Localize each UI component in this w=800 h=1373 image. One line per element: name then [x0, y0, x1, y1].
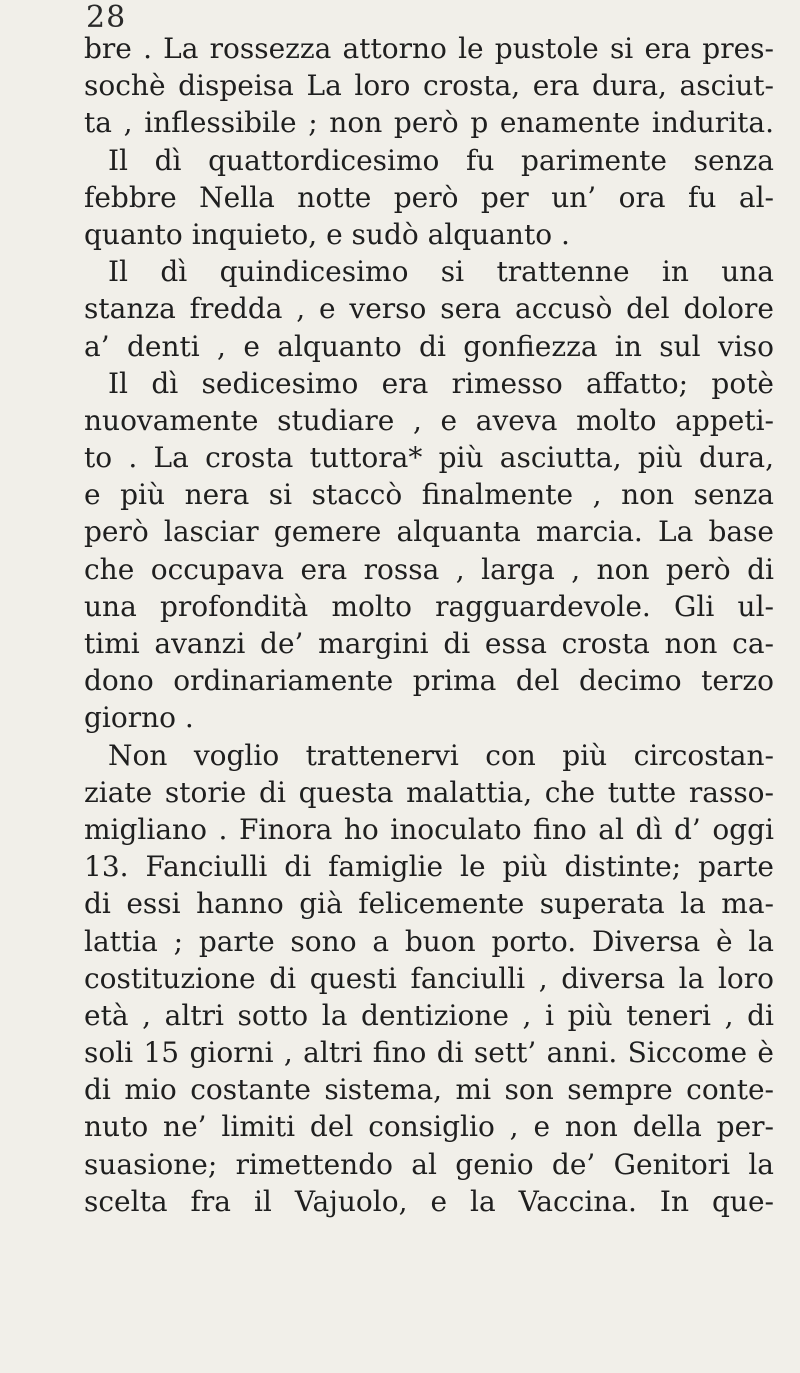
text-line: sochè dispeisa La loro crosta, era dura, asciut-	[84, 69, 774, 103]
text-line: quanto inquieto, e sudò alquanto .	[84, 217, 570, 251]
text-line: a’ denti , e alquanto di gonfiezza in sul viso	[84, 329, 774, 363]
page-number: 28	[86, 0, 127, 35]
text-line: che occupava era rossa , larga , non però di	[84, 552, 774, 586]
text-line: bre . La rossezza attorno le pustole si era pres-	[84, 32, 774, 65]
text-line: giorno .	[84, 701, 194, 735]
text-line: migliano . Finora ho inoculato fino al dì d’ oggi	[84, 812, 774, 846]
text-line: Il dì quattordicesimo fu parimente senza	[108, 143, 774, 177]
text-line: lattia ; parte sono a buon porto. Diversa è la	[84, 924, 774, 958]
text-line: però lasciar gemere alquanta marcia. La base	[84, 515, 774, 549]
text-line: suasione; rimettendo al genio de’ Genitori la	[84, 1147, 774, 1181]
text-line: nuovamente studiare , e aveva molto appeti-	[84, 403, 774, 437]
text-line: ziate storie di questa malattia, che tutte rasso-	[84, 775, 774, 809]
text-line: soli 15 giorni , altri fino di sett’ anni. Siccome è	[84, 1036, 774, 1070]
text-line: Il dì quindicesimo si trattenne in una	[108, 255, 774, 289]
text-line: dono ordinariamente prima del decimo terzo	[84, 664, 774, 698]
text-line: nuto ne’ limiti del consiglio , e non della per-	[84, 1110, 774, 1144]
text-line: febbre Nella notte però per un’ ora fu al-	[84, 180, 774, 214]
text-line: ta , inflessibile ; non però p enamente indurita.	[84, 106, 774, 140]
text-line: una profondità molto ragguardevole. Gli ul-	[84, 589, 774, 623]
text-line: timi avanzi de’ margini di essa crosta non ca-	[84, 627, 774, 660]
body-text	[84, 30, 774, 1220]
text-line: Non voglio trattenervi con più circostan-	[108, 738, 774, 772]
text-line: scelta fra il Vajuolo, e la Vaccina. In que-	[84, 1184, 774, 1218]
text-line: stanza fredda , e verso sera accusò del dolore	[84, 292, 774, 326]
text-line: costituzione di questi fanciulli , diversa la loro	[84, 961, 774, 995]
text-line: 13. Fanciulli di famiglie le più distinte; parte	[84, 850, 774, 884]
text-line: di essi hanno già felicemente superata la ma-	[84, 887, 774, 921]
text-line: di mio costante sistema, mi son sempre conte-	[84, 1073, 774, 1107]
text-line: to . La crosta tuttora* più asciutta, più dura,	[84, 441, 774, 475]
text-line: Il dì sedicesimo era rimesso affatto; potè	[108, 366, 774, 400]
text-line: età , altri sotto la dentizione , i più teneri , di	[84, 998, 774, 1032]
text-line: e più nera si staccò finalmente , non senza	[84, 478, 774, 512]
